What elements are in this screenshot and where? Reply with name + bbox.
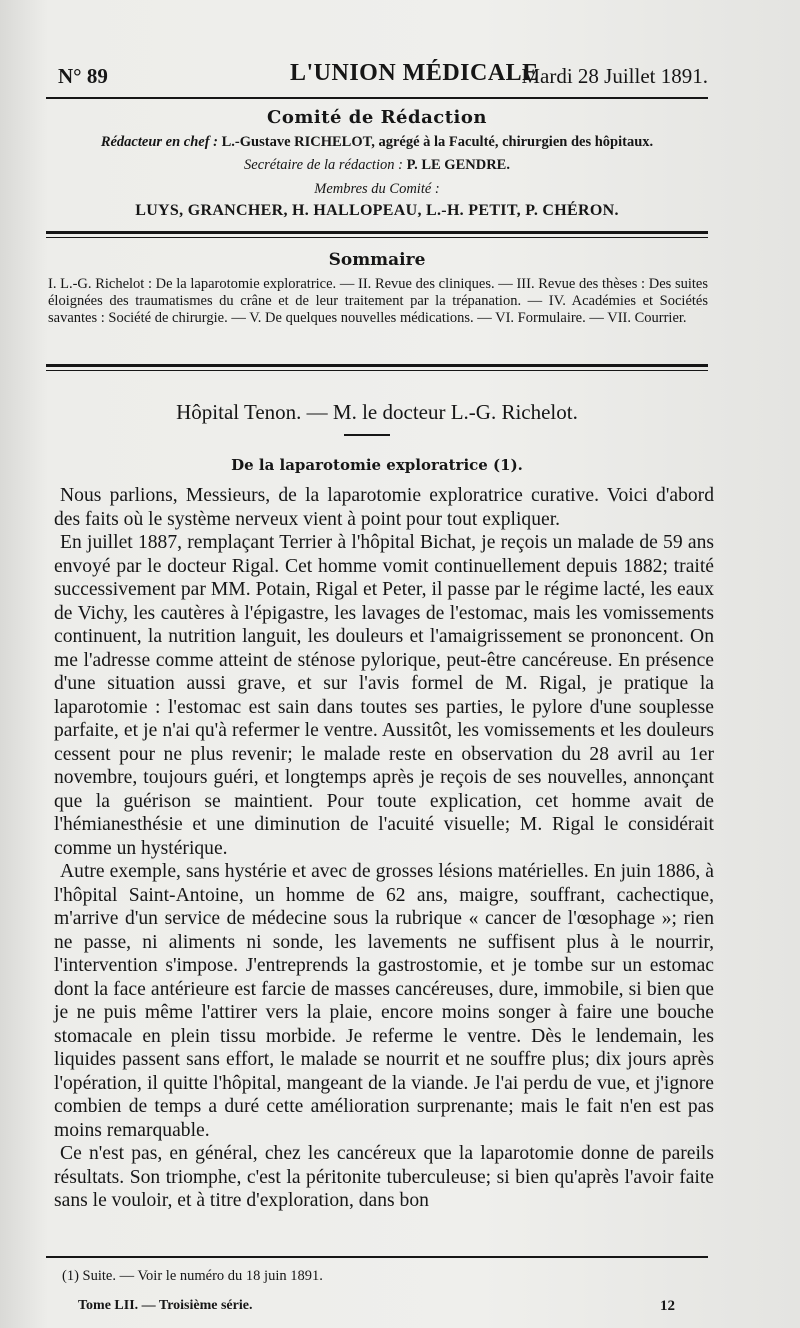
header-rule bbox=[46, 97, 708, 99]
members-label: Membres du Comité : bbox=[314, 181, 440, 197]
paragraph: Ce n'est pas, en général, chez les cancéreux que la laparotomie donne de pareils résultats. Son triomphe, c'est la péritonite tuberculeuse; si bien qu'après l'avoir faite sans le vouloir, et à titre d'exploration, dans bon bbox=[54, 1143, 714, 1211]
committee-rule-top bbox=[46, 231, 708, 234]
article-title: Hôpital Tenon. — M. le docteur L.-G. Richelot. bbox=[176, 400, 578, 424]
sommaire-title: Sommaire bbox=[328, 250, 426, 270]
footnote: (1) Suite. — Voir le numéro du 18 juin 1891. bbox=[62, 1268, 323, 1284]
journal-title: L'UNION MÉDICALE bbox=[290, 60, 539, 86]
article-subtitle: De la laparotomie exploratrice (1). bbox=[231, 456, 523, 474]
issue-date: Mardi 28 Juillet 1891. bbox=[521, 64, 708, 88]
secretary-name: P. LE GENDRE. bbox=[406, 157, 510, 173]
sommaire-rule-top bbox=[46, 364, 708, 367]
issue-number: N° 89 bbox=[58, 64, 108, 88]
page-header bbox=[58, 60, 708, 94]
sommaire-text: I. L.-G. Richelot : De la laparotomie exploratrice. — II. Revue des cliniques. — III. Revue des thèses : Des suites éloignées des traumatismes du crâne et de leur traitement par la trépanation. — IV. Académies et Sociétés savantes : Société de chirurgie. — V. De quelques nouvelles médications. — VI. Formulaire. — VII. Courrier. bbox=[48, 276, 708, 326]
committee-title: Comité de Rédaction bbox=[267, 107, 487, 128]
committee-secretary bbox=[46, 157, 708, 174]
paragraph: En juillet 1887, remplaçant Terrier à l'hôpital Bichat, je reçois un malade de 59 ans envoyé par le docteur Rigal. Cet homme vomit continuellement depuis 1882; traité successivement par MM. Potain, Rigal et Peter, il passe par le régime lacté, les eaux de Vichy, les cautères à l'épigastre, les lavages de l'estomac, mais les vomissements continuent, la nutrition languit, les douleurs et l'amaigrissement se prononcent. On me l'adresse comme atteint de sténose pylorique, peut-être cancéreuse. En présence d'une situation aussi grave, et sur l'avis formel de M. Rigal, je pratique la laparotomie : l'estomac est sain dans toutes ses parties, le pylore d'une souplesse parfaite, et je n'ai qu'à refermer le ventre. Aussitôt, les vomissements et les douleurs cessent pour ne plus revenir; le malade reste en observation du 28 avril au 1er novembre, toujours guéri, et longtemps après je reçois de ses nouvelles, annonçant que la guérison se maintient. Pour toute explication, cet homme avait de l'hémianesthésie et une diminution de l'acuité visuelle; M. Rigal le considérait comme un hystérique. bbox=[54, 532, 714, 859]
committee-chief bbox=[46, 134, 708, 151]
chief-text: L.-Gustave RICHELOT, agrégé à la Faculté, chirurgien des hôpitaux. bbox=[221, 134, 654, 150]
paragraph: Autre exemple, sans hystérie et avec de grosses lésions matérielles. En juin 1886, à l'hôpital Saint-Antoine, un homme de 62 ans, maigre, souffrant, cachectique, m'arrive d'un service de médecine sous la rubrique « cancer de l'œsophage »; rien ne passe, ni aliments ni sonde, les lavements ne suffisent plus à le nourrir, l'intervention s'impose. J'entreprends la gastrostomie, et je tombe sur un estomac dont la face antérieure est farcie de masses cancéreuses, dure, immobile, si bien que je ne puis même l'attirer vers la plaie, encore moins songer à faire une bouche stomacale en plein tissu morbide. Je referme le ventre. Dès le lendemain, les liquides passent sans effort, le malade se nourrit et ne souffre plus; dix jours après l'opération, il quitte l'hôpital, mangeant de la viande. Je l'ai perdu de vue, et j'ignore combien de temps a duré cette amélioration surprenante; mais le fait n'en est pas moins remarquable. bbox=[54, 861, 714, 1141]
article-body bbox=[54, 484, 714, 1213]
title-divider bbox=[344, 434, 390, 436]
chief-label: Rédacteur en chef : bbox=[100, 134, 219, 150]
committee-members: LUYS, GRANCHER, H. HALLOPEAU, L.-H. PETIT, P. CHÉRON. bbox=[135, 202, 619, 219]
page-number: 12 bbox=[660, 1298, 675, 1314]
sommaire-rule-bottom bbox=[46, 370, 708, 371]
secretary-label: Secrétaire de la rédaction : bbox=[244, 157, 403, 173]
committee-rule-bottom bbox=[46, 237, 708, 238]
tome-label: Tome LII. — Troisième série. bbox=[78, 1298, 253, 1313]
footnote-rule bbox=[46, 1256, 708, 1258]
paragraph: Nous parlions, Messieurs, de la laparotomie exploratrice curative. Voici d'abord des faits où le système nerveux vient à point pour tout expliquer. bbox=[54, 485, 714, 530]
